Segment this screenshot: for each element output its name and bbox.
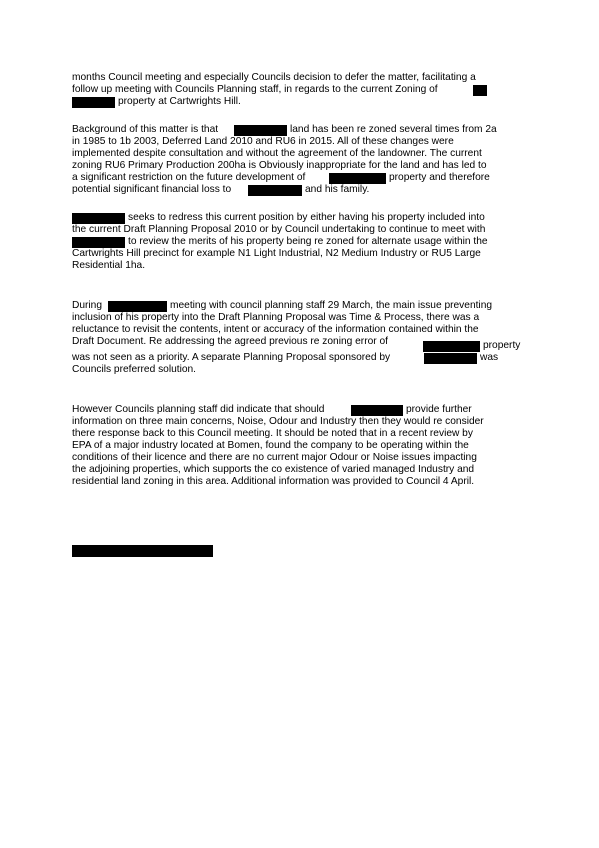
paragraph-5-line-3: there response back to this Council meeting. It should be noted that in a recent review by <box>72 428 473 439</box>
paragraph-5-line-1b: provide further <box>406 404 472 415</box>
paragraph-4-line-1a: During <box>72 300 103 311</box>
redacted-signature <box>72 545 213 557</box>
paragraph-2-line-5b: property and therefore <box>389 172 490 183</box>
redaction-box <box>72 213 125 224</box>
redaction-box <box>234 125 287 136</box>
redaction-box <box>248 185 302 196</box>
paragraph-5-line-7: residential land zoning in this area. Additional information was provided to Council 4 April. <box>72 476 475 487</box>
paragraph-5-line-6: the adjoining properties, which supports the co existence of varied managed Industry and <box>72 464 475 475</box>
paragraph-4-line-3: reluctance to revisit the contents, intent or accuracy of the information contained within the <box>72 324 479 335</box>
paragraph-2-line-2: in 1985 to 1b 2003, Deferred Land 2010 and RU6 in 2015. All of these changes were <box>72 136 454 147</box>
paragraph-4-line-1b: meeting with council planning staff 29 March, the main issue preventing <box>170 300 493 311</box>
paragraph-3-line-4: Cartwrights Hill precinct for example N1 Light Industrial, N2 Medium Industry or RU5 Large <box>72 248 481 259</box>
paragraph-5-line-1a: However Councils planning staff did indicate that should <box>72 404 325 415</box>
paragraph-1-line-3: property at Cartwrights Hill. <box>118 96 241 107</box>
redaction-box <box>72 97 115 108</box>
paragraph-4-line-5b: was <box>480 352 499 363</box>
paragraph-1-line-2: follow up meeting with Councils Planning staff, in regards to the current Zoning of <box>72 84 438 95</box>
paragraph-2-line-5a: a significant restriction on the future development of <box>72 172 306 183</box>
redaction-box <box>108 301 167 312</box>
paragraph-4-line-4b: property <box>483 340 521 351</box>
redaction-box <box>424 353 477 364</box>
paragraph-3-line-3: to review the merits of his property being re zoned for alternate usage within the <box>128 236 488 247</box>
paragraph-5-line-5: conditions of their licence and there are no current major Odour or Noise issues impacting <box>72 452 477 463</box>
paragraph-5-line-2: information on three main concerns, Noise, Odour and Industry then they would re consider <box>72 416 484 427</box>
redaction-box <box>329 173 386 184</box>
paragraph-2-line-3: implemented despite consultation and without the agreement of the landowner. The current <box>72 148 482 159</box>
redaction-box <box>423 341 480 352</box>
paragraph-3-line-5: Residential 1ha. <box>72 260 146 271</box>
paragraph-4-line-5a: was not seen as a priority. A separate Planning Proposal sponsored by <box>72 352 391 363</box>
paragraph-3-line-1: seeks to redress this current position by either having his property included into <box>128 212 485 223</box>
paragraph-3-line-2: the current Draft Planning Proposal 2010 or by Council undertaking to continue to meet with <box>72 224 486 235</box>
paragraph-2-line-6b: and his family. <box>305 184 370 195</box>
paragraph-4-line-4a: Draft Document. Re addressing the agreed previous re zoning error of <box>72 336 388 347</box>
paragraph-4-line-2: inclusion of his property into the Draft Planning Proposal was Time & Process, there was a <box>72 312 480 323</box>
redaction-box <box>72 237 125 248</box>
paragraph-1-line-1: months Council meeting and especially Councils decision to defer the matter, facilitating a <box>72 72 476 83</box>
paragraph-2-line-6a: potential significant financial loss to <box>72 184 232 195</box>
paragraph-2-line-1a: Background of this matter is that <box>72 124 219 135</box>
redaction-box <box>473 85 487 96</box>
paragraph-4-line-6: Councils preferred solution. <box>72 364 197 375</box>
paragraph-5-line-4: EPA of a major industry located at Bomen, found the company to be operating within the <box>72 440 469 451</box>
redaction-box <box>351 405 403 416</box>
paragraph-2-line-4: zoning RU6 Primary Production 200ha is Obviously inappropriate for the land and has led to <box>72 160 487 171</box>
paragraph-2-line-1b: land has been re zoned several times from 2a <box>290 124 497 135</box>
